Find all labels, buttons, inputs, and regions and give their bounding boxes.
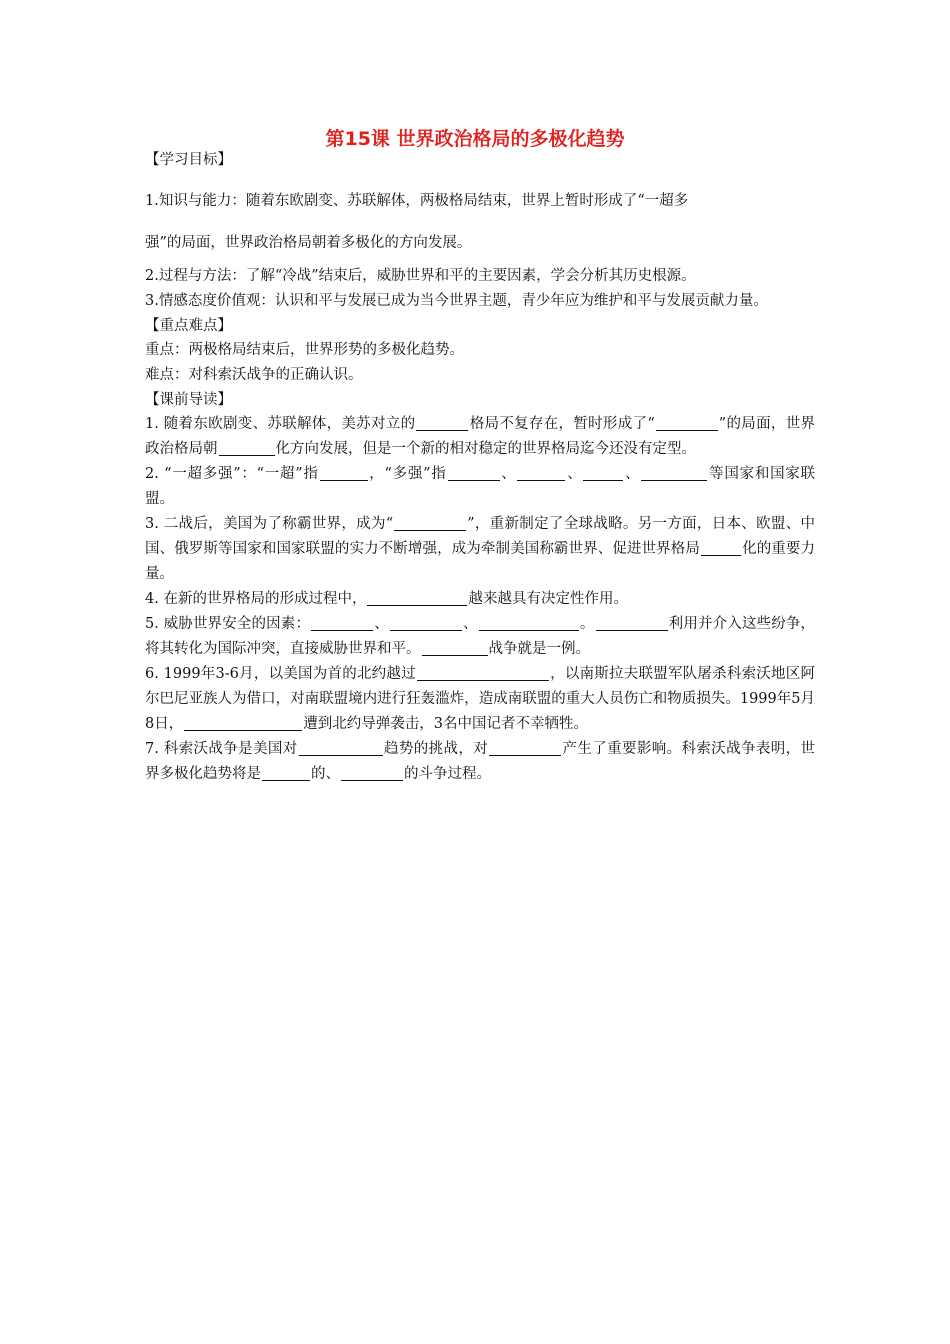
question-5: 5. 威胁世界安全的因素： 、 、 。 利用并介入这些纷争，将其转化为国际冲突，直接威胁世界和平。 战争就是一例。 (145, 616, 816, 657)
blank-field[interactable] (517, 465, 565, 481)
blank-field[interactable] (341, 765, 403, 781)
question-6: 6. 1999年3-6月，以美国为首的北约越过 ，以南斯拉夫联盟军队屠杀科索沃地区阿尔巴尼亚族人为借口，对南联盟境内进行狂轰滥炸，造成南联盟的重大人员伤亡和物质损失。1999年5月8日， 遭到北约导弹袭击，3名中国记者不幸牺牲。 (145, 666, 816, 732)
page-title: 第15课 世界政治格局的多极化趋势 (325, 128, 625, 150)
goal-1-line-1: 1.知识与能力：随着东欧剧变、苏联解体，两极格局结束，世界上暂时形成了“一超多 (145, 193, 689, 209)
worksheet-content (145, 148, 815, 787)
question-7: 7. 科索沃战争是美国对 趋势的挑战，对 产生了重要影响。科索沃战争表明，世界多极化趋势将是 的、 的斗争过程。 (145, 741, 815, 782)
blank-field[interactable] (596, 615, 668, 631)
blank-field[interactable] (641, 465, 707, 481)
blank-field[interactable] (489, 740, 561, 756)
blank-field[interactable] (390, 615, 462, 631)
blank-field[interactable] (448, 465, 500, 481)
keypoints-header: 【重点难点】 (145, 318, 232, 334)
blank-field[interactable] (416, 415, 468, 431)
blank-field[interactable] (320, 465, 368, 481)
goal-2: 2.过程与方法：了解“冷战”结束后，威胁世界和平的主要因素，学会分析其历史根源。 (145, 268, 696, 284)
blank-field[interactable] (479, 615, 579, 631)
blank-field[interactable] (262, 765, 310, 781)
question-2: 2. “一超多强”：“一超”指 ，“多强”指 、 、 、 等国家和国家联盟。 (145, 466, 816, 507)
blank-field[interactable] (299, 740, 383, 756)
blank-field[interactable] (184, 715, 302, 731)
blank-field[interactable] (701, 540, 741, 556)
blank-field[interactable] (367, 590, 467, 606)
blank-field[interactable] (219, 440, 275, 456)
blank-field[interactable] (417, 665, 549, 681)
blank-field[interactable] (583, 465, 623, 481)
question-4: 4. 在新的世界格局的形成过程中， 越来越具有决定性作用。 (145, 591, 628, 607)
question-1: 1. 随着东欧剧变、苏联解体，美苏对立的 格局不复存在，暂时形成了“ ”的局面，世界政治格局朝 化方向发展，但是一个新的相对稳定的世界格局迄今还没有定型。 (145, 416, 815, 457)
blank-field[interactable] (656, 415, 718, 431)
blank-field[interactable] (394, 515, 466, 531)
key-point: 重点：两极格局结束后，世界形势的多极化趋势。 (145, 342, 464, 358)
preview-header: 【课前导读】 (145, 392, 232, 408)
goals-header: 【学习目标】 (145, 152, 232, 168)
difficult-point: 难点：对科索沃战争的正确认识。 (145, 367, 363, 383)
question-3: 3. 二战后，美国为了称霸世界，成为“ ”，重新制定了全球战略。另一方面，日本、欧盟、中国、俄罗斯等国家和国家联盟的实力不断增强，成为牵制美国称霸世界、促进世界格局 化的重要力量。 (145, 516, 816, 582)
goal-3: 3.情感态度价值观：认识和平与发展已成为当今世界主题，青少年应为维护和平与发展贡献力量。 (145, 293, 768, 309)
blank-field[interactable] (311, 615, 373, 631)
goal-1-line-2: 强”的局面，世界政治格局朝着多极化的方向发展。 (145, 235, 472, 251)
blank-field[interactable] (422, 640, 488, 656)
